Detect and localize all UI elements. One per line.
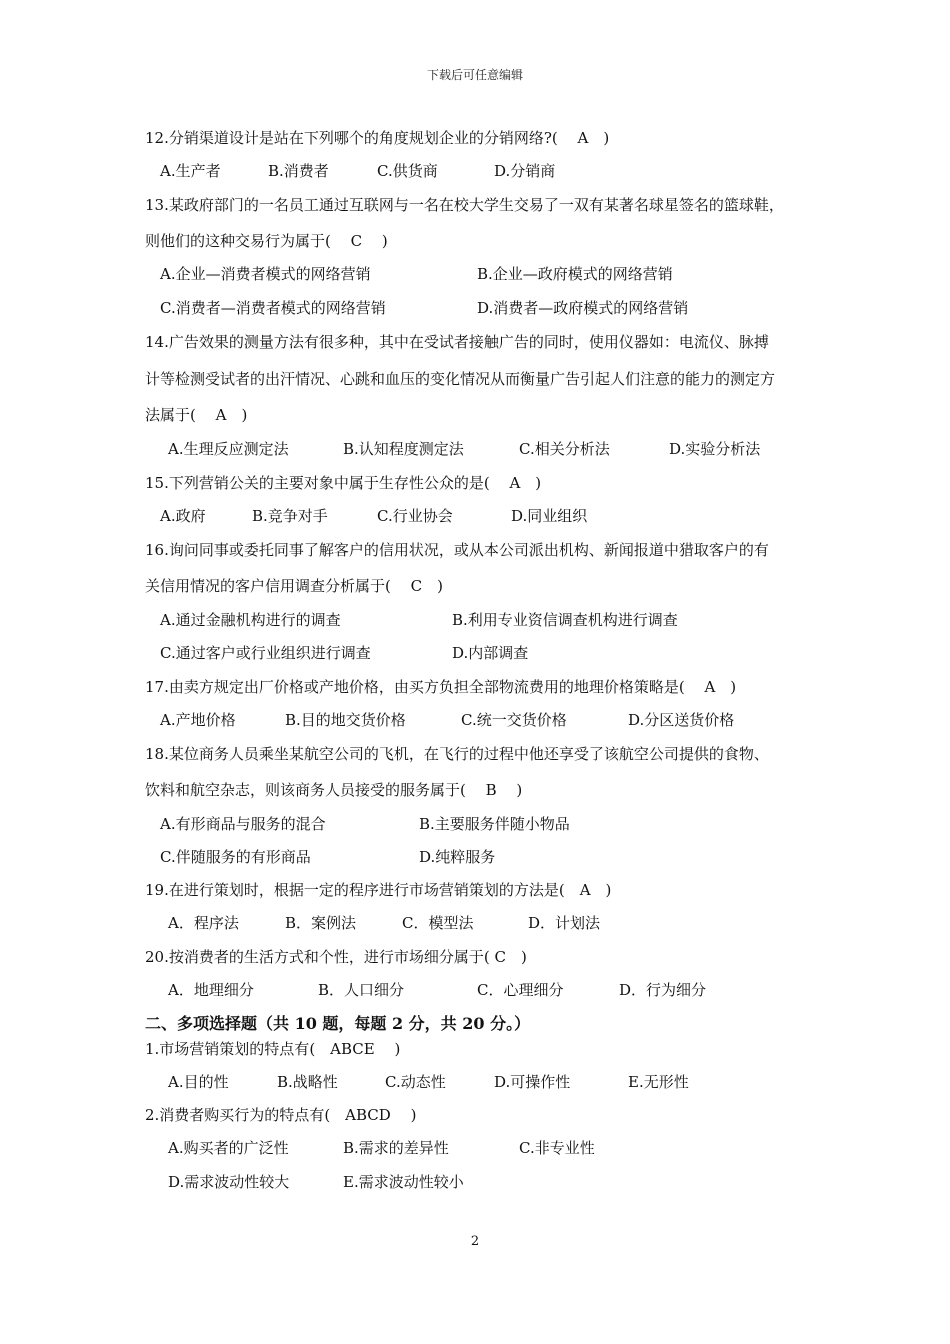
option-d: D.同业组织: [511, 507, 588, 525]
option-b: B．案例法: [285, 914, 357, 932]
option-d: D.分销商: [494, 162, 556, 180]
question-14-stem-line-3: 法属于( A ): [145, 406, 248, 424]
option-d: D.需求波动性较大: [168, 1173, 290, 1191]
option-b: B.消费者: [268, 162, 329, 180]
option-c: C.供货商: [377, 162, 438, 180]
option-a: A.生产者: [160, 162, 221, 180]
option-b: B.企业—政府模式的网络营销: [477, 265, 673, 283]
option-a: A.产地价格: [160, 711, 236, 729]
question-18-options-row-1: [145, 814, 845, 834]
question-14-stem-line-1: 14.广告效果的测量方法有很多种，其中在受试者接触广告的同时，使用仪器如：电流仪、脉搏: [145, 333, 769, 351]
question-18-stem-line-1: 18.某位商务人员乘坐某航空公司的飞机，在飞行的过程中他还享受了该航空公司提供的食物、: [145, 745, 769, 763]
option-a: A.企业—消费者模式的网络营销: [160, 265, 371, 283]
question-16-options-row-2: [145, 643, 845, 663]
multi-question-2-options-row-2: [145, 1172, 845, 1192]
question-13-stem-line-1: 13.某政府部门的一名员工通过互联网与一名在校大学生交易了一双有某著名球星签名的篮球鞋，: [145, 196, 784, 214]
option-b: B.需求的差异性: [343, 1139, 449, 1157]
option-a: A．地理细分: [168, 981, 254, 999]
option-b: B.战略性: [277, 1073, 338, 1091]
question-12-options: [145, 161, 845, 181]
question-19-options: [145, 913, 845, 933]
option-d: D.分区送货价格: [628, 711, 735, 729]
option-a: A.购买者的广泛性: [168, 1139, 289, 1157]
question-20-options: [145, 980, 845, 1000]
multi-question-1-stem: 1.市场营销策划的特点有( ABCE ): [145, 1040, 401, 1058]
question-13-options-row-2: [145, 298, 845, 318]
question-18-options-row-2: [145, 847, 845, 867]
question-13-stem-line-2: 则他们的这种交易行为属于( C ): [145, 232, 388, 250]
question-18-stem-line-2: 饮料和航空杂志，则该商务人员接受的服务属于( B ): [145, 781, 523, 799]
section-heading-multiple-choice: 二、多项选择题（共 10 题，每题 2 分，共 20 分。）: [145, 1014, 531, 1033]
question-19-stem: 19.在进行策划时，根据一定的程序进行市场营销策划的方法是( A ): [145, 881, 612, 899]
option-d: D.可操作性: [494, 1073, 571, 1091]
option-b: B.目的地交货价格: [285, 711, 406, 729]
question-14-options: [145, 439, 845, 459]
option-c: C.动态性: [385, 1073, 446, 1091]
option-a: A．程序法: [168, 914, 239, 932]
question-15-stem: 15.下列营销公关的主要对象中属于生存性公众的是( A ): [145, 474, 542, 492]
option-c: C.通过客户或行业组织进行调查: [160, 644, 371, 662]
option-e: E.需求波动性较小: [343, 1173, 464, 1191]
option-c: C.行业协会: [377, 507, 453, 525]
option-d: D．计划法: [528, 914, 601, 932]
option-b: B.竞争对手: [252, 507, 328, 525]
option-e: E.无形性: [628, 1073, 689, 1091]
option-c: C．心理细分: [477, 981, 564, 999]
question-12-stem: 12.分销渠道设计是站在下列哪个的角度规划企业的分销网络?( A ): [145, 129, 610, 147]
option-d: D.消费者—政府模式的网络营销: [477, 299, 689, 317]
option-d: D.实验分析法: [669, 440, 761, 458]
page-number: 2: [470, 1234, 480, 1249]
option-c: C．模型法: [402, 914, 474, 932]
question-13-options-row-1: [145, 264, 845, 284]
option-c: C.相关分析法: [519, 440, 610, 458]
page-header: 下载后可任意编辑: [426, 68, 523, 82]
option-b: B．人口细分: [318, 981, 405, 999]
option-a: A.政府: [160, 507, 206, 525]
question-15-options: [145, 506, 845, 526]
multi-question-1-options: [145, 1072, 845, 1092]
option-d: D.纯粹服务: [419, 848, 496, 866]
option-b: B.利用专业资信调查机构进行调查: [452, 611, 678, 629]
question-16-options-row-1: [145, 610, 845, 630]
option-c: C.消费者—消费者模式的网络营销: [160, 299, 386, 317]
option-d: D.内部调查: [452, 644, 529, 662]
option-c: C.伴随服务的有形商品: [160, 848, 311, 866]
multi-question-2-stem: 2.消费者购买行为的特点有( ABCD ): [145, 1106, 417, 1124]
option-a: A.有形商品与服务的混合: [160, 815, 326, 833]
multi-question-2-options-row-1: [145, 1138, 845, 1158]
question-20-stem: 20.按消费者的生活方式和个性，进行市场细分属于( C ): [145, 948, 527, 966]
option-d: D．行为细分: [619, 981, 707, 999]
question-16-stem-line-2: 关信用情况的客户信用调查分析属于( C ): [145, 577, 443, 595]
option-a: A.通过金融机构进行的调查: [160, 611, 341, 629]
question-17-stem: 17.由卖方规定出厂价格或产地价格，由买方负担全部物流费用的地理价格策略是( A ): [145, 678, 737, 696]
option-a: A.目的性: [168, 1073, 229, 1091]
option-a: A.生理反应测定法: [168, 440, 289, 458]
question-17-options: [145, 710, 845, 730]
question-16-stem-line-1: 16.询问同事或委托同事了解客户的信用状况，或从本公司派出机构、新闻报道中猎取客户的有: [145, 541, 769, 559]
option-b: B.主要服务伴随小物品: [419, 815, 570, 833]
option-c: C.统一交货价格: [461, 711, 567, 729]
option-c: C.非专业性: [519, 1139, 595, 1157]
option-b: B.认知程度测定法: [343, 440, 464, 458]
question-14-stem-line-2: 计等检测受试者的出汗情况、心跳和血压的变化情况从而衡量广告引起人们注意的能力的测定方: [145, 370, 776, 388]
